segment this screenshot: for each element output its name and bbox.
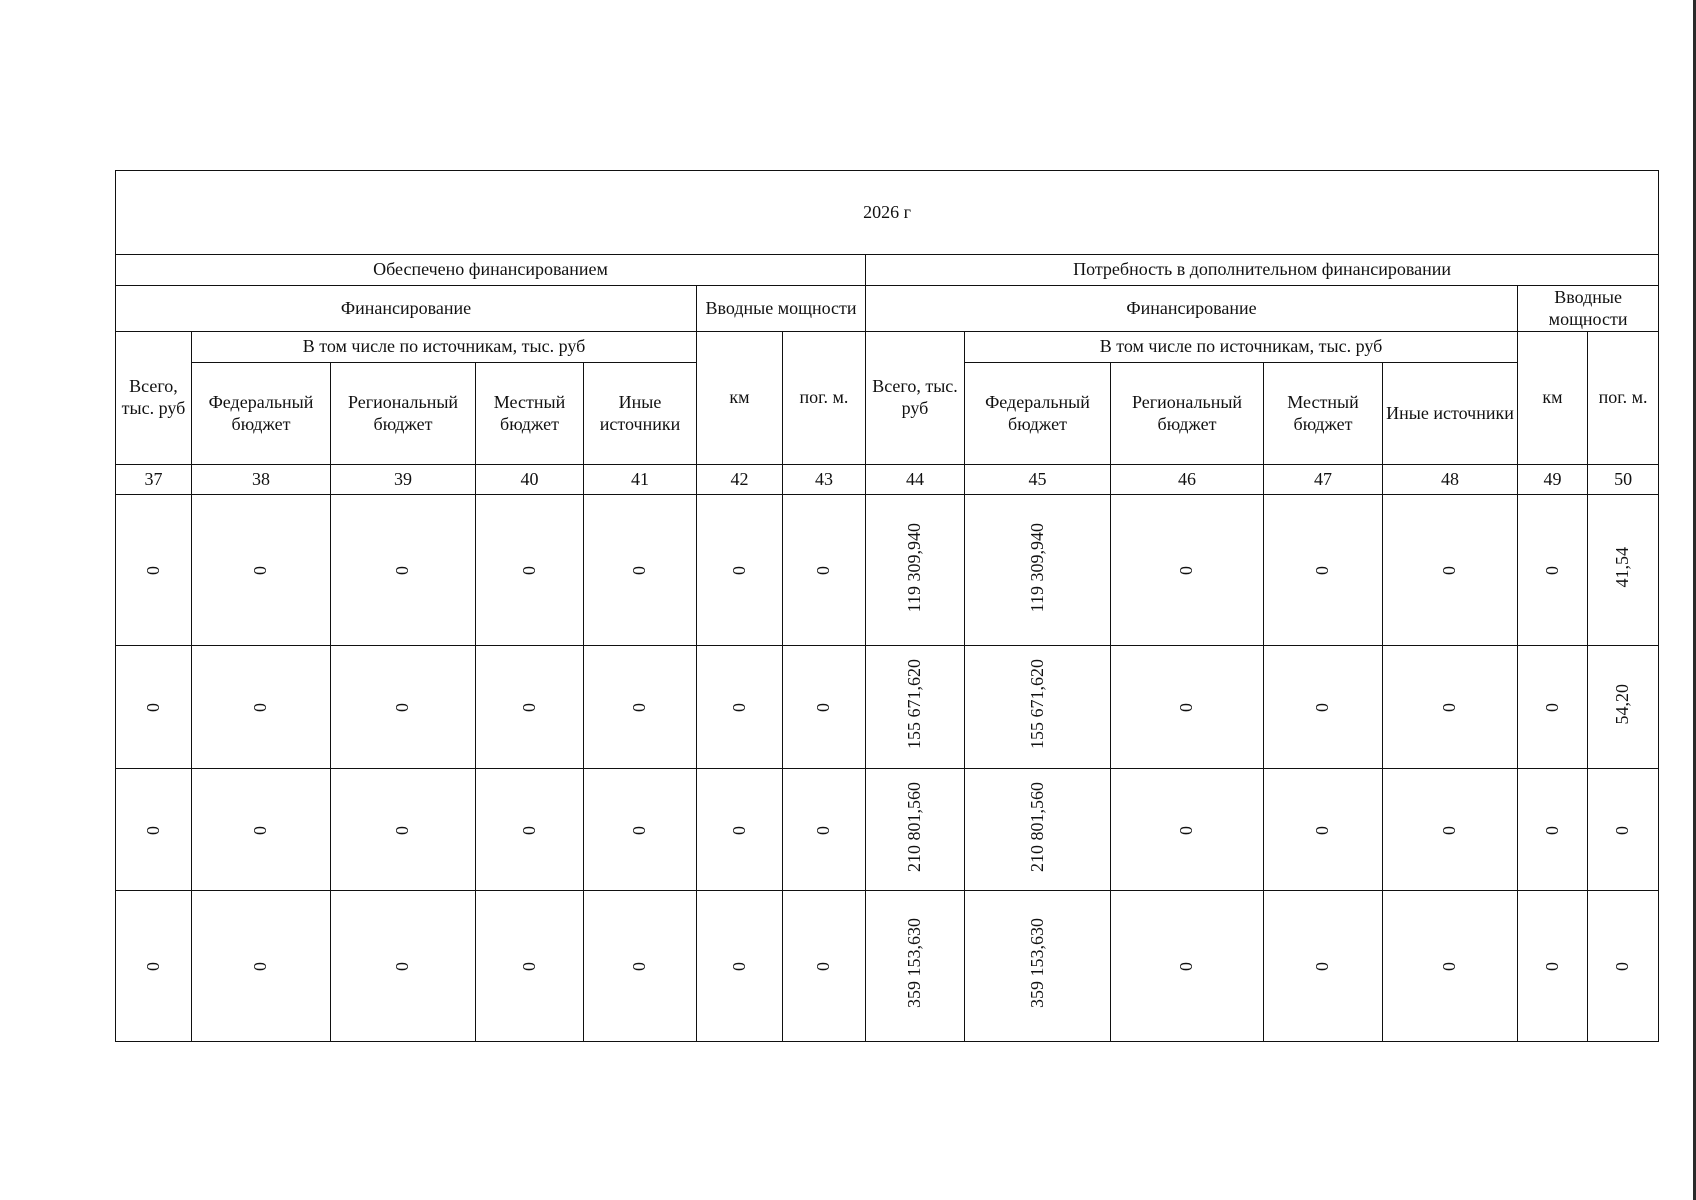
local-header-right: Местный бюджет <box>1264 363 1383 465</box>
table-row <box>116 646 1659 769</box>
table-cell: 0 <box>1312 962 1333 972</box>
table-cell: 119 309,940 <box>1026 522 1047 612</box>
federal-header-left: Федеральный бюджет <box>192 363 331 465</box>
km-header-right: км <box>1518 332 1588 465</box>
table-cell: 0 <box>629 703 650 713</box>
table-cell: 0 <box>1612 962 1633 972</box>
column-number: 43 <box>783 465 866 495</box>
pog-header-right: пог. м. <box>1588 332 1659 465</box>
table-cell: 0 <box>1439 703 1460 713</box>
table-cell: 0 <box>250 566 271 576</box>
table-cell: 155 671,620 <box>904 659 925 750</box>
financing-header-left: Финансирование <box>116 286 697 332</box>
column-number: 50 <box>1588 465 1659 495</box>
table-cell: 119 309,940 <box>904 522 925 612</box>
table-cell: 0 <box>142 703 163 713</box>
table-cell: 0 <box>813 703 834 713</box>
table-cell: 0 <box>518 566 539 576</box>
column-number-row <box>116 465 1659 495</box>
table-cell: 0 <box>1439 825 1460 835</box>
column-number: 46 <box>1111 465 1264 495</box>
table-cell: 0 <box>1176 566 1197 576</box>
local-header-left: Местный бюджет <box>476 363 584 465</box>
table-cell: 0 <box>1439 566 1460 576</box>
pog-header-left: пог. м. <box>783 332 866 465</box>
column-number: 39 <box>331 465 476 495</box>
table-cell: 0 <box>518 962 539 972</box>
km-header-left: км <box>697 332 783 465</box>
table-cell: 0 <box>1541 825 1562 835</box>
table-cell: 0 <box>1439 962 1460 972</box>
table-cell: 0 <box>392 825 413 835</box>
column-number: 40 <box>476 465 584 495</box>
table-cell: 0 <box>1176 962 1197 972</box>
column-number: 41 <box>584 465 697 495</box>
table-cell: 0 <box>142 566 163 576</box>
column-number: 47 <box>1264 465 1383 495</box>
table-cell: 0 <box>518 703 539 713</box>
table-cell: 0 <box>728 825 749 835</box>
table-cell: 210 801,560 <box>1026 781 1047 872</box>
table-cell: 0 <box>1312 566 1333 576</box>
table-cell: 0 <box>518 825 539 835</box>
table-cell: 359 153,630 <box>904 918 925 1009</box>
table-cell: 0 <box>1176 825 1197 835</box>
table-cell: 0 <box>1541 703 1562 713</box>
other-header-right: Иные источники <box>1383 363 1518 465</box>
table-cell: 0 <box>392 962 413 972</box>
total-header-right: Всего, тыс. руб <box>866 332 965 465</box>
total-header-left: Всего, тыс. руб <box>116 332 192 465</box>
table-cell: 0 <box>728 566 749 576</box>
table-cell: 0 <box>392 703 413 713</box>
table-cell: 0 <box>813 825 834 835</box>
table-cell: 210 801,560 <box>904 781 925 872</box>
column-number: 45 <box>965 465 1111 495</box>
table-cell: 0 <box>392 566 413 576</box>
column-number: 44 <box>866 465 965 495</box>
table-cell: 359 153,630 <box>1026 918 1047 1009</box>
table-row <box>116 891 1659 1042</box>
table-cell: 0 <box>629 566 650 576</box>
table-cell: 0 <box>1312 825 1333 835</box>
table-cell: 54,20 <box>1612 683 1633 725</box>
table-cell: 0 <box>728 962 749 972</box>
secured-group-header: Обеспечено финансированием <box>116 255 866 286</box>
column-number: 37 <box>116 465 192 495</box>
regional-header-left: Региональный бюджет <box>331 363 476 465</box>
table-cell: 0 <box>142 825 163 835</box>
table-row <box>116 769 1659 891</box>
table-cell: 0 <box>1541 566 1562 576</box>
column-number: 48 <box>1383 465 1518 495</box>
financing-table <box>115 170 1659 1042</box>
table-cell: 0 <box>629 962 650 972</box>
column-number: 49 <box>1518 465 1588 495</box>
financing-header-right: Финансирование <box>866 286 1518 332</box>
table-cell: 0 <box>629 825 650 835</box>
column-number: 38 <box>192 465 331 495</box>
table-row <box>116 495 1659 646</box>
table-cell: 0 <box>250 962 271 972</box>
additional-group-header: Потребность в дополнительном финансировании <box>866 255 1659 286</box>
year-header: 2026 г <box>116 171 1659 255</box>
table-cell: 0 <box>142 962 163 972</box>
other-header-left: Иные источники <box>584 363 697 465</box>
table-cell: 0 <box>1541 962 1562 972</box>
table-cell: 0 <box>250 703 271 713</box>
table-cell: 0 <box>813 962 834 972</box>
federal-header-right: Федеральный бюджет <box>965 363 1111 465</box>
column-number: 42 <box>697 465 783 495</box>
table-cell: 0 <box>728 703 749 713</box>
capacity-header-right: Вводные мощности <box>1518 286 1659 332</box>
table-cell: 0 <box>813 566 834 576</box>
table-cell: 0 <box>1176 703 1197 713</box>
sources-header-left: В том числе по источникам, тыс. руб <box>192 332 697 363</box>
regional-header-right: Региональный бюджет <box>1111 363 1264 465</box>
table-cell: 0 <box>1312 703 1333 713</box>
table-cell: 0 <box>1612 825 1633 835</box>
table-cell: 0 <box>250 825 271 835</box>
sources-header-right: В том числе по источникам, тыс. руб <box>965 332 1518 363</box>
table-cell: 155 671,620 <box>1026 659 1047 750</box>
table-cell: 41,54 <box>1612 546 1633 588</box>
capacity-header-left: Вводные мощности <box>697 286 866 332</box>
